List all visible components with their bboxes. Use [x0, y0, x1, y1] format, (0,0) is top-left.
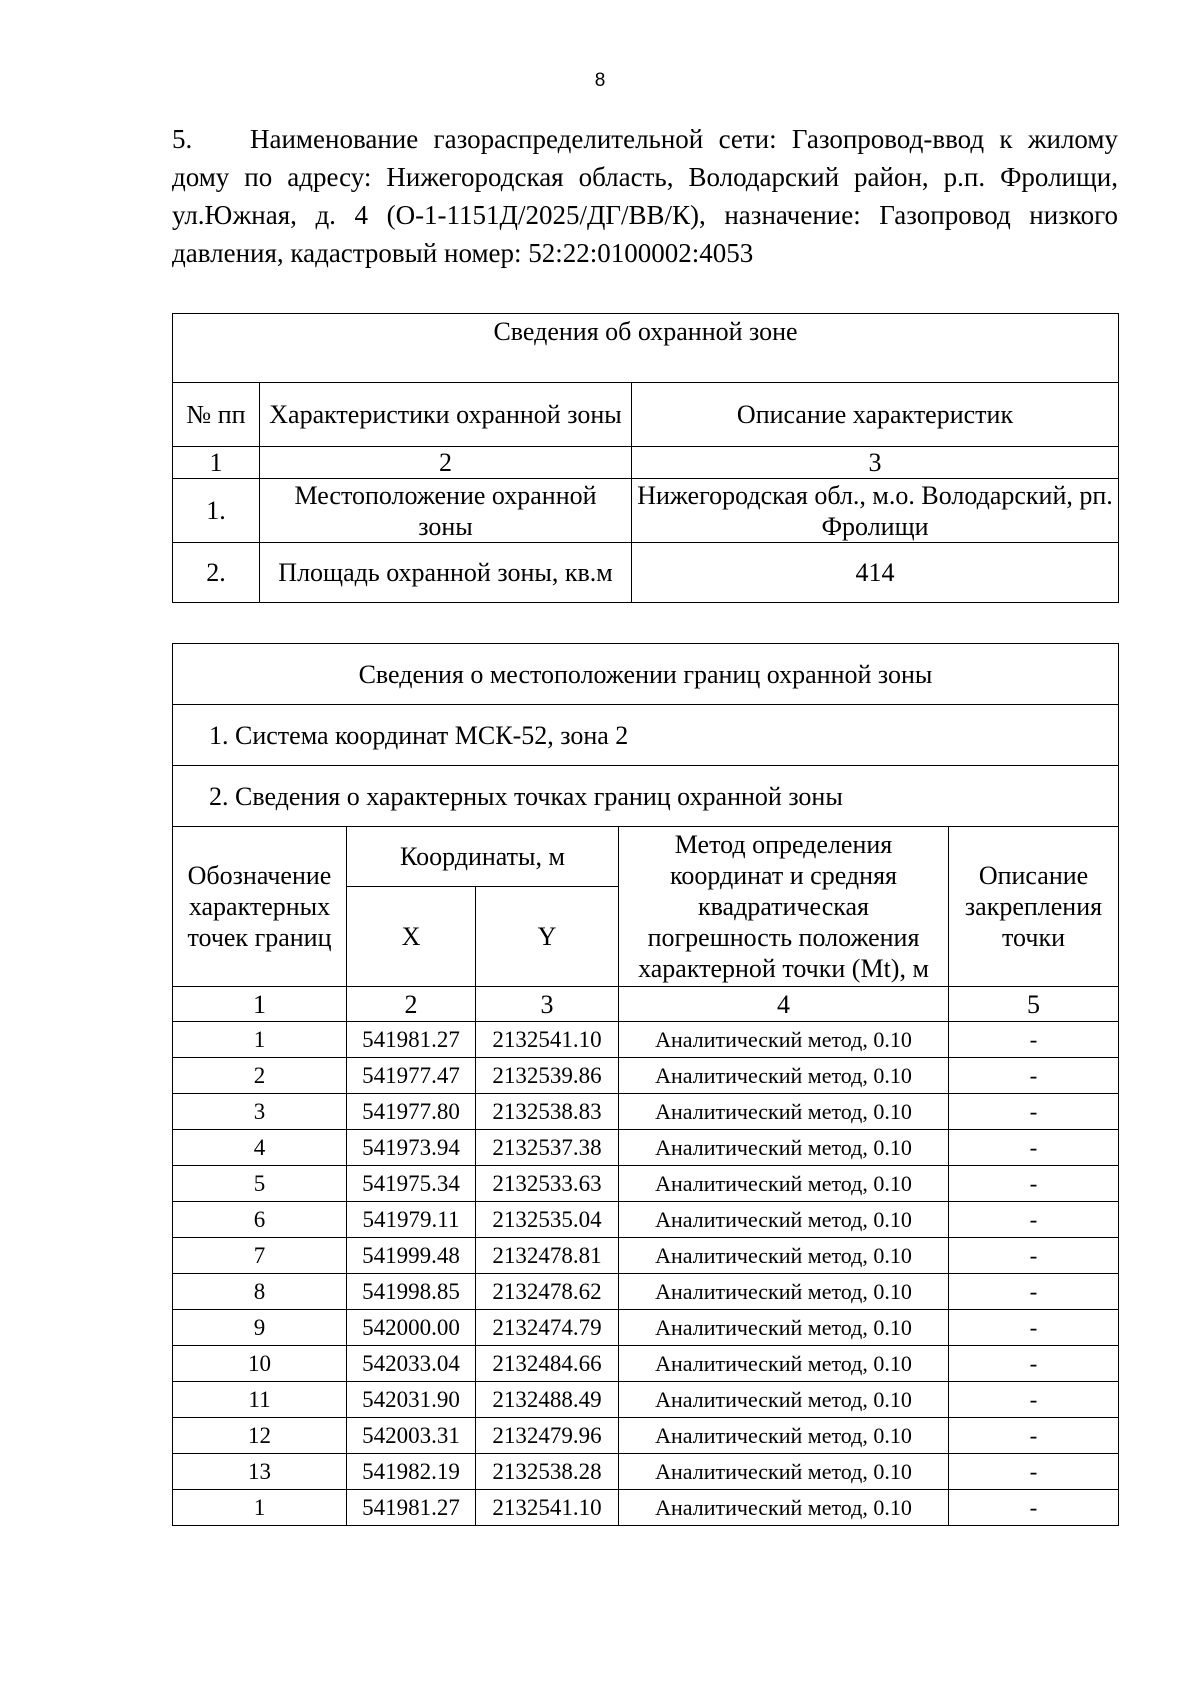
point-x: 542033.04	[347, 1346, 476, 1382]
table-row	[173, 1094, 1119, 1130]
table-row	[173, 1166, 1119, 1202]
zone-cell: 2.	[173, 543, 260, 603]
point-y: 2132533.63	[476, 1166, 619, 1202]
table-row	[173, 1130, 1119, 1166]
point-id: 10	[173, 1346, 347, 1382]
point-id: 1	[173, 1022, 347, 1058]
section-number: 5.	[172, 124, 193, 154]
page-number: 8	[594, 70, 606, 91]
point-x: 541977.80	[347, 1094, 476, 1130]
point-fixing: -	[949, 1274, 1119, 1310]
point-fixing: -	[949, 1094, 1119, 1130]
point-y: 2132484.66	[476, 1346, 619, 1382]
point-method: Аналитический метод, 0.10	[619, 1022, 949, 1058]
point-x: 541979.11	[347, 1202, 476, 1238]
point-id: 4	[173, 1130, 347, 1166]
point-x: 542000.00	[347, 1310, 476, 1346]
point-id: 5	[173, 1166, 347, 1202]
table-row	[173, 1238, 1119, 1274]
point-id: 9	[173, 1310, 347, 1346]
zone-header-characteristics: Характеристики охранной зоны	[260, 383, 632, 447]
point-fixing: -	[949, 1130, 1119, 1166]
point-x: 541981.27	[347, 1022, 476, 1058]
zone-cell: Площадь охранной зоны, кв.м	[260, 543, 632, 603]
point-x: 541975.34	[347, 1166, 476, 1202]
zone-index-cell: 2	[260, 447, 632, 479]
table-row	[173, 1346, 1119, 1382]
header-coordinates: Координаты, м	[347, 827, 619, 887]
point-y: 2132478.81	[476, 1238, 619, 1274]
points-section-title: 2. Сведения о характерных точках границ охранной зоны	[173, 766, 1119, 827]
bounds-index-cell: 3	[476, 987, 619, 1022]
zone-header-num: № пп	[173, 383, 260, 447]
point-method: Аналитический метод, 0.10	[619, 1094, 949, 1130]
header-fixing: Описание закрепления точки	[949, 827, 1119, 987]
point-id: 11	[173, 1382, 347, 1418]
point-x: 541973.94	[347, 1130, 476, 1166]
zone-index-cell: 3	[632, 447, 1119, 479]
point-id: 13	[173, 1454, 347, 1490]
point-method: Аналитический метод, 0.10	[619, 1454, 949, 1490]
point-method: Аналитический метод, 0.10	[619, 1058, 949, 1094]
point-method: Аналитический метод, 0.10	[619, 1202, 949, 1238]
point-fixing: -	[949, 1202, 1119, 1238]
point-fixing: -	[949, 1382, 1119, 1418]
table-row	[173, 1310, 1119, 1346]
point-method: Аналитический метод, 0.10	[619, 1382, 949, 1418]
protection-zone-table	[172, 313, 1119, 603]
point-id: 1	[173, 1490, 347, 1526]
point-method: Аналитический метод, 0.10	[619, 1274, 949, 1310]
table-row	[173, 1058, 1119, 1094]
point-id: 7	[173, 1238, 347, 1274]
point-x: 542031.90	[347, 1382, 476, 1418]
point-fixing: -	[949, 1490, 1119, 1526]
point-fixing: -	[949, 1310, 1119, 1346]
point-y: 2132535.04	[476, 1202, 619, 1238]
table-row	[173, 1454, 1119, 1490]
point-y: 2132537.38	[476, 1130, 619, 1166]
section-text: Наименование газораспределительной сети: Газопровод-ввод к жилому дому по адресу: Нижегородская область, Володарский район, р.п. Фролищи, ул.Южная, д. 4 (О-1-1151Д/2025/ДГ/ВВ/К), назначение: Газопровод низкого давления, кадастровый номер: 52:22:0100002:4053	[172, 124, 1118, 268]
point-method: Аналитический метод, 0.10	[619, 1490, 949, 1526]
point-id: 12	[173, 1418, 347, 1454]
point-y: 2132538.83	[476, 1094, 619, 1130]
point-y: 2132541.10	[476, 1490, 619, 1526]
table-row	[173, 543, 1119, 603]
point-method: Аналитический метод, 0.10	[619, 1166, 949, 1202]
bounds-index-cell: 4	[619, 987, 949, 1022]
point-fixing: -	[949, 1166, 1119, 1202]
zone-table-title: Сведения об охранной зоне	[173, 314, 1119, 383]
zone-cell: 414	[632, 543, 1119, 603]
table-row	[173, 1382, 1119, 1418]
zone-index-cell: 1	[173, 447, 260, 479]
point-x: 541999.48	[347, 1238, 476, 1274]
intro-paragraph	[172, 120, 1118, 272]
bounds-index-cell: 1	[173, 987, 347, 1022]
point-y: 2132539.86	[476, 1058, 619, 1094]
point-y: 2132488.49	[476, 1382, 619, 1418]
table-row	[173, 1418, 1119, 1454]
point-fixing: -	[949, 1058, 1119, 1094]
point-y: 2132478.62	[476, 1274, 619, 1310]
bounds-table-title: Сведения о местоположении границ охранной зоны	[173, 644, 1119, 705]
point-method: Аналитический метод, 0.10	[619, 1346, 949, 1382]
zone-cell: 1.	[173, 479, 260, 543]
zone-cell: Нижегородская обл., м.о. Володарский, рп. Фролищи	[632, 479, 1119, 543]
bounds-index-cell: 5	[949, 987, 1119, 1022]
table-row	[173, 1202, 1119, 1238]
point-fixing: -	[949, 1022, 1119, 1058]
zone-header-description: Описание характеристик	[632, 383, 1119, 447]
table-row	[173, 1490, 1119, 1526]
table-row	[173, 1022, 1119, 1058]
point-method: Аналитический метод, 0.10	[619, 1310, 949, 1346]
point-method: Аналитический метод, 0.10	[619, 1238, 949, 1274]
point-x: 541977.47	[347, 1058, 476, 1094]
point-y: 2132541.10	[476, 1022, 619, 1058]
coordinate-system: 1. Система координат МСК-52, зона 2	[173, 705, 1119, 766]
point-x: 541982.19	[347, 1454, 476, 1490]
point-x: 541981.27	[347, 1490, 476, 1526]
bounds-index-cell: 2	[347, 987, 476, 1022]
table-row	[173, 479, 1119, 543]
point-method: Аналитический метод, 0.10	[619, 1130, 949, 1166]
point-id: 2	[173, 1058, 347, 1094]
point-y: 2132479.96	[476, 1418, 619, 1454]
table-row	[173, 1274, 1119, 1310]
zone-cell: Местоположение охранной зоны	[260, 479, 632, 543]
header-x: X	[347, 887, 476, 987]
header-designation: Обозначение характерных точек границ	[173, 827, 347, 987]
point-fixing: -	[949, 1346, 1119, 1382]
point-fixing: -	[949, 1238, 1119, 1274]
point-id: 6	[173, 1202, 347, 1238]
header-y: Y	[476, 887, 619, 987]
point-fixing: -	[949, 1418, 1119, 1454]
boundary-points-table	[172, 643, 1119, 1526]
point-id: 8	[173, 1274, 347, 1310]
header-method: Метод определения координат и средняя квадратическая погрешность положения характерной точки (Mt), м	[619, 827, 949, 987]
point-y: 2132474.79	[476, 1310, 619, 1346]
point-fixing: -	[949, 1454, 1119, 1490]
point-id: 3	[173, 1094, 347, 1130]
point-x: 542003.31	[347, 1418, 476, 1454]
point-y: 2132538.28	[476, 1454, 619, 1490]
point-x: 541998.85	[347, 1274, 476, 1310]
point-method: Аналитический метод, 0.10	[619, 1418, 949, 1454]
